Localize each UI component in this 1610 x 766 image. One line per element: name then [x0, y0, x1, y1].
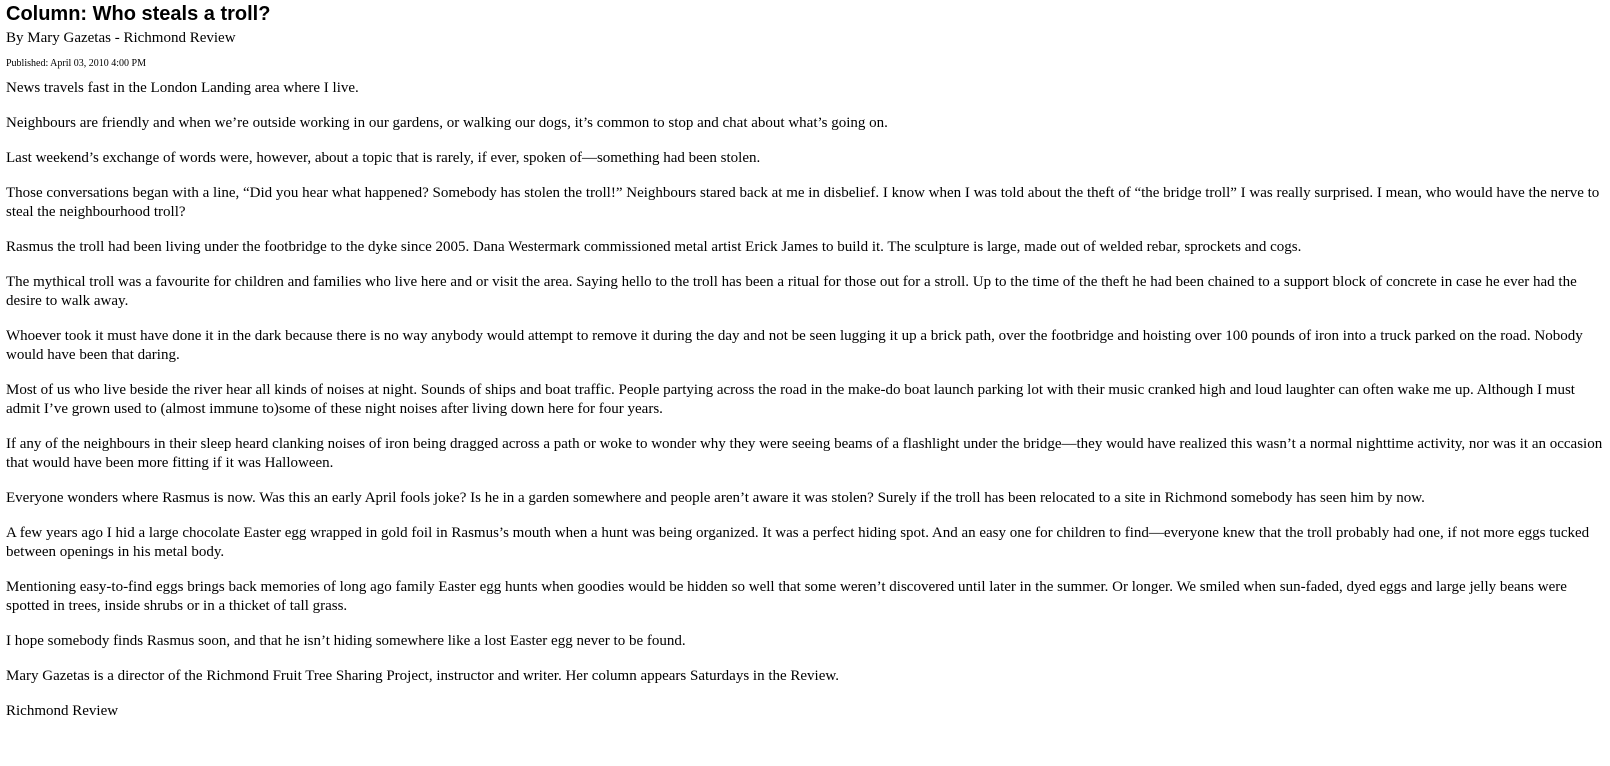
article-body: [6, 79, 1604, 721]
article-paragraph: Neighbours are friendly and when we’re outside working in our gardens, or walking our dogs, it’s common to stop and chat about what’s going on.: [6, 115, 888, 131]
article-paragraph: Those conversations began with a line, “Did you hear what happened? Somebody has stolen the troll!” Neighbours stared back at me in disbelief. I know when I was told about the theft of “the bridge troll” I was really surprised. I mean, who would have the nerve to steal the neighbourhood troll?: [6, 185, 1600, 220]
article-paragraph: Rasmus the troll had been living under the footbridge to the dyke since 2005. Dana Westermark commissioned metal artist Erick James to build it. The sculpture is large, made out of welded rebar, sprockets and cogs.: [6, 239, 1302, 255]
article-paragraph: Whoever took it must have done it in the dark because there is no way anybody would attempt to remove it during the day and not be seen lugging it up a brick path, over the footbridge and hoisting over 100 pounds of iron into a truck parked on the road. Nobody would have been that daring.: [6, 328, 1583, 363]
article-paragraph: A few years ago I hid a large chocolate Easter egg wrapped in gold foil in Rasmus’s mouth when a hunt was being organized. It was a perfect hiding spot. And an easy one for children to find—everyone knew that the troll probably had one, if not more eggs tucked between openings in his metal body.: [6, 525, 1590, 560]
article-title: Column: Who steals a troll?: [6, 3, 271, 25]
article-paragraph: If any of the neighbours in their sleep heard clanking noises of iron being dragged across a path or woke to wonder why they were seeing beams of a flashlight under the bridge—they would have realized this wasn’t a normal nighttime activity, nor was it an occasion that would have been more fitting if it was Halloween.: [6, 436, 1603, 471]
article-paragraph: Mentioning easy-to-find eggs brings back memories of long ago family Easter egg hunts when goodies would be hidden so well that some weren’t discovered until later in the summer. Or longer. We smiled when sun-faded, dyed eggs and large jelly beans were spotted in trees, inside shrubs or in a thicket of tall grass.: [6, 579, 1567, 614]
author-bio: Mary Gazetas is a director of the Richmond Fruit Tree Sharing Project, instructor and writer. Her column appears Saturdays in the Review.: [6, 668, 839, 684]
article-byline: By Mary Gazetas - Richmond Review: [6, 30, 236, 46]
article-paragraph: News travels fast in the London Landing area where I live.: [6, 80, 359, 96]
article-paragraph: Most of us who live beside the river hear all kinds of noises at night. Sounds of ships and boat traffic. People partying across the road in the make-do boat launch parking lot with their music cranked high and loud laughter can often wake me up. Although I must admit I’ve grown used to (almost immune to)some of these night noises after living down here for four years.: [6, 382, 1575, 417]
article-paragraph: The mythical troll was a favourite for children and families who live here and or visit the area. Saying hello to the troll has been a ritual for those out for a stroll. Up to the time of the theft he had been chained to a support block of concrete in case he ever had the desire to walk away.: [6, 274, 1577, 309]
published-date: Published: April 03, 2010 4:00 PM: [6, 58, 147, 69]
publication-name: Richmond Review: [6, 703, 119, 719]
article-paragraph: I hope somebody finds Rasmus soon, and that he isn’t hiding somewhere like a lost Easter egg never to be found.: [6, 633, 686, 649]
article-paragraph: Last weekend’s exchange of words were, however, about a topic that is rarely, if ever, spoken of—something had been stolen.: [6, 150, 761, 166]
article-paragraph: Everyone wonders where Rasmus is now. Was this an early April fools joke? Is he in a garden somewhere and people aren’t aware it was stolen? Surely if the troll has been relocated to a site in Richmond somebody has seen him by now.: [6, 490, 1425, 506]
